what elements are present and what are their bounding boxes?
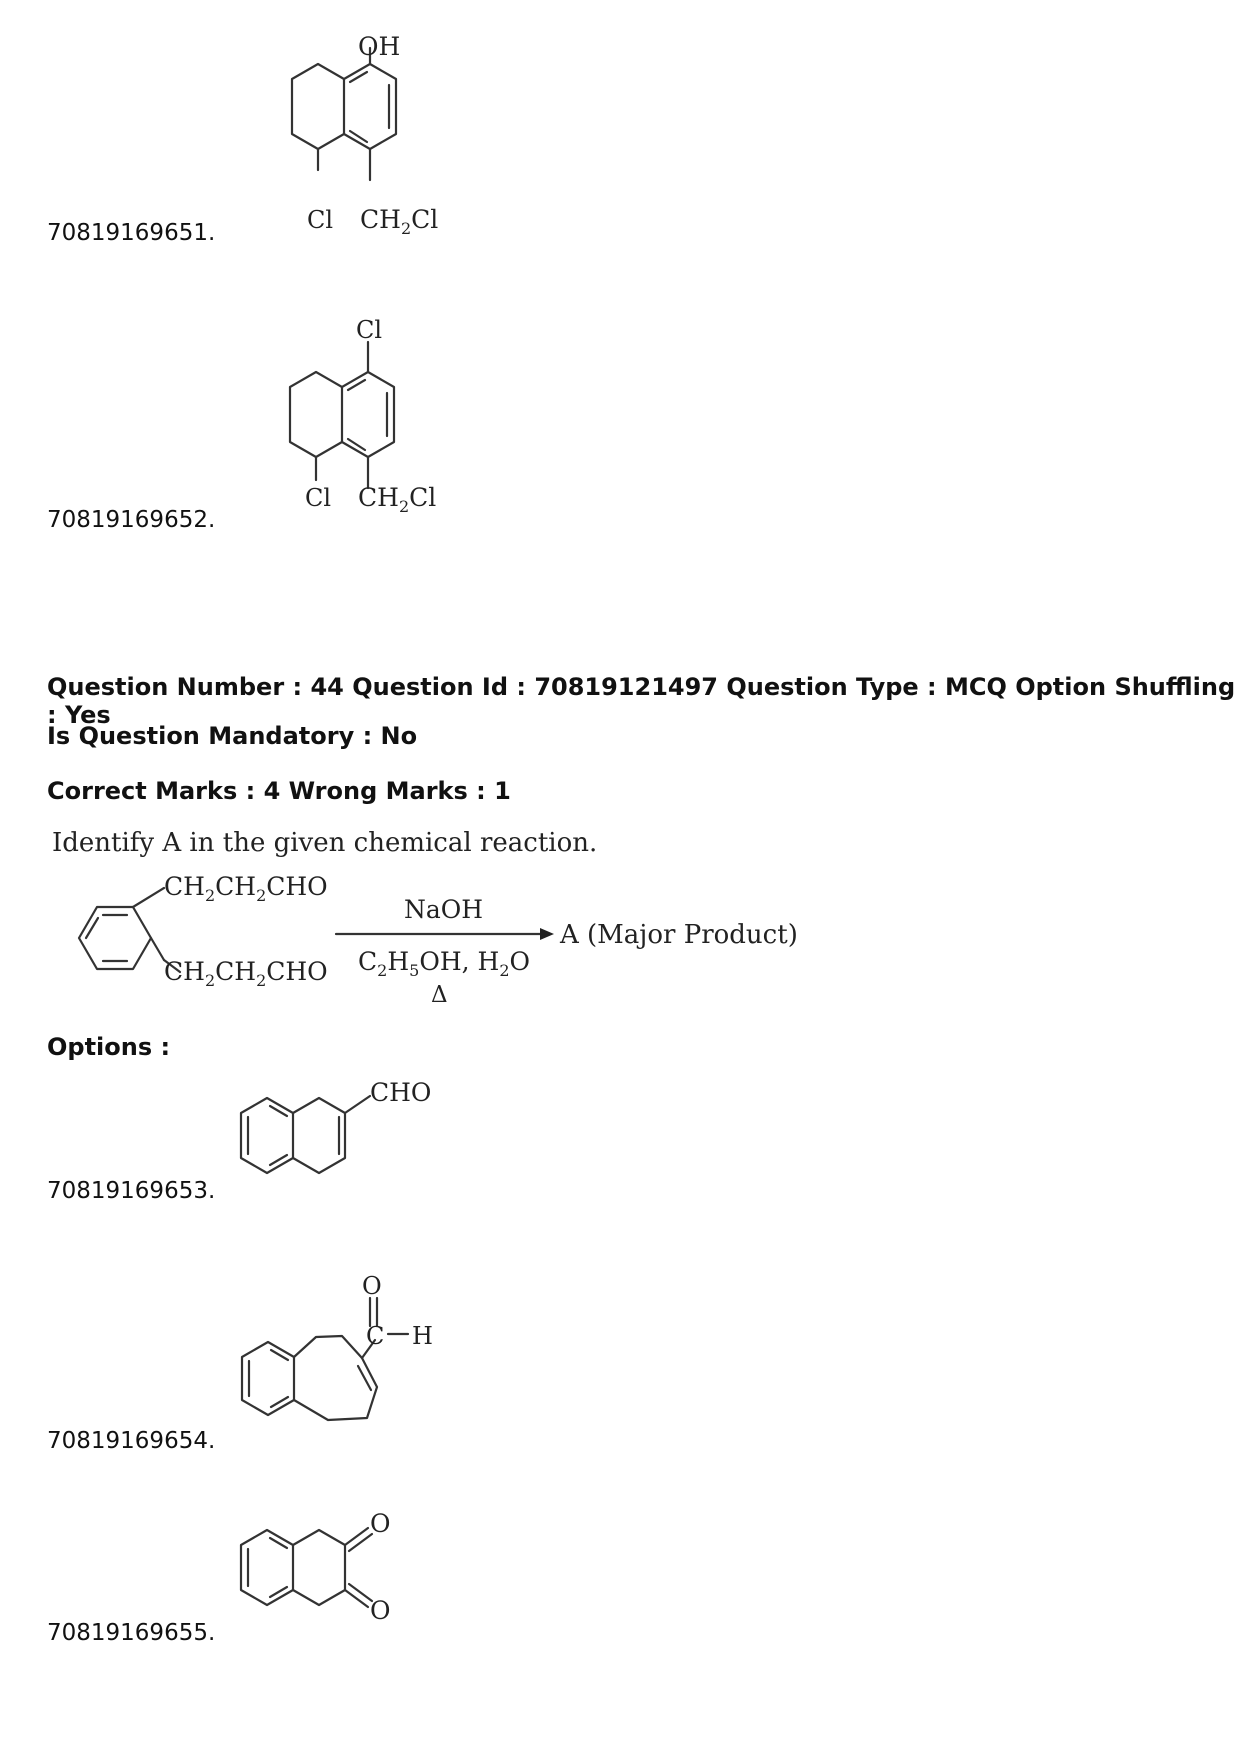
structure-option-653 [210, 1070, 490, 1210]
h-label: H [412, 1322, 433, 1350]
structure-option-654 [220, 1270, 500, 1460]
cl-top-label: Cl [356, 316, 383, 344]
structure-option-651 [220, 30, 440, 240]
option-id: 70819169654. [47, 1428, 216, 1454]
reaction-scheme [40, 868, 800, 1018]
question-meta-line2: Is Question Mandatory : No [47, 722, 418, 750]
o-top-label: O [370, 1509, 391, 1538]
product-label: A (Major Product) [560, 920, 798, 950]
heat-symbol: Δ [431, 982, 448, 1008]
substituent-bottom: $CH_2CH_2CHO$ [164, 957, 328, 990]
ch2cl-label: $CH_2Cl$ [360, 205, 439, 238]
option-id: 70819169653. [47, 1178, 216, 1204]
c-label: C [366, 1322, 385, 1350]
cl-label: Cl [307, 206, 334, 234]
option-id: 70819169652. [47, 507, 216, 533]
substituent-top: $CH_2CH_2CHO$ [164, 872, 328, 905]
reagent-solvent: $C_2H_5OH$, $H_2O$ [358, 947, 531, 980]
o-label: O [362, 1272, 382, 1300]
cl-label: Cl [305, 484, 332, 512]
options-label: Options : [47, 1033, 171, 1061]
question-text: Identify A in the given chemical reaction. [52, 828, 598, 858]
structure-option-655 [210, 1500, 490, 1650]
o-bottom-label: O [370, 1596, 391, 1625]
option-id: 70819169655. [47, 1620, 216, 1646]
cho-label: CHO [370, 1078, 432, 1107]
question-meta-line1: Question Number : 44 Question Id : 70819121497 Question Type : MCQ Option Shuffling : Yes [47, 673, 1236, 729]
ch2cl-label: $CH_2Cl$ [358, 483, 437, 516]
oh-label: OH [358, 32, 401, 61]
question-marks: Correct Marks : 4 Wrong Marks : 1 [47, 777, 511, 805]
reagent-naoh: NaOH [404, 895, 484, 924]
structure-option-652 [218, 312, 438, 522]
option-id: 70819169651. [47, 220, 216, 246]
